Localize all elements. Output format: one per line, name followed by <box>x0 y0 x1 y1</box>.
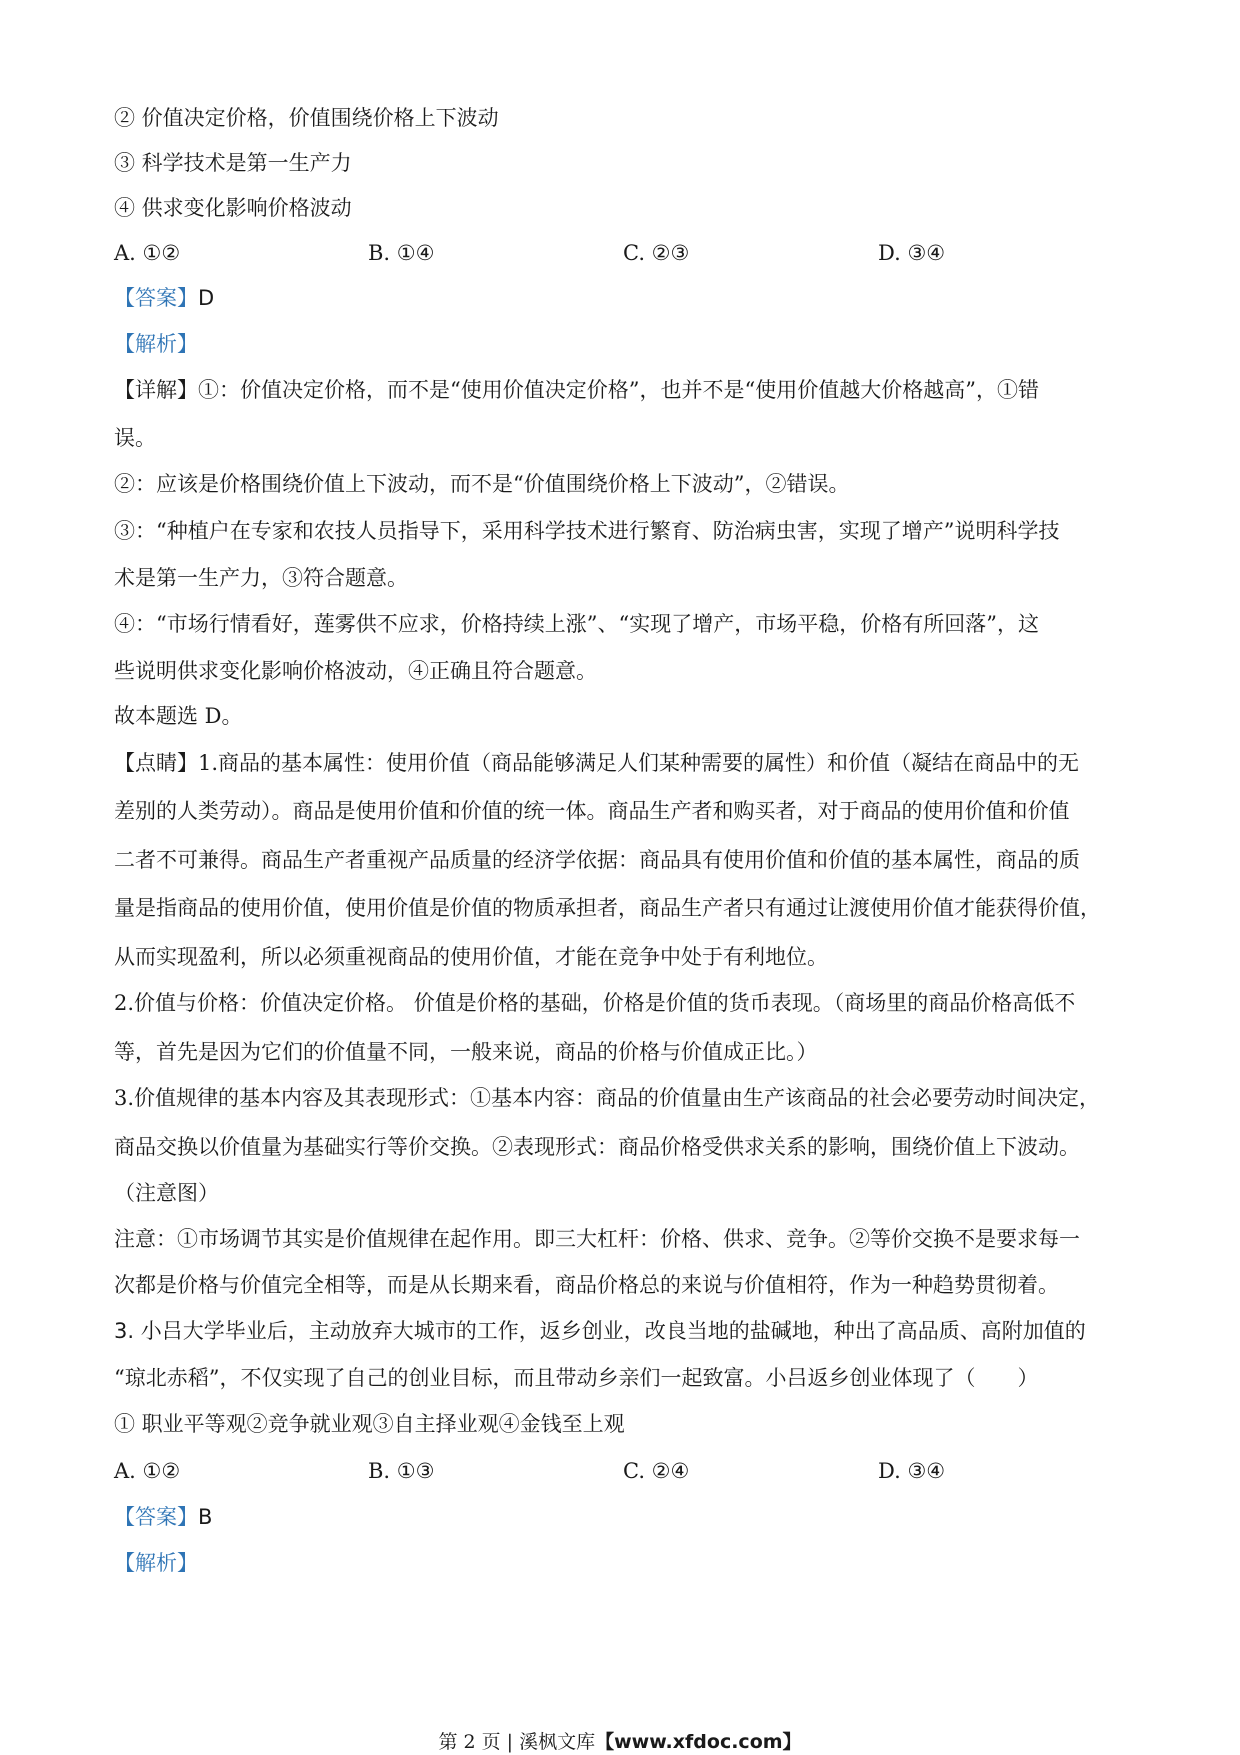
tip-line: 差别的人类劳动）。商品是使用价值和价值的统一体。商品生产者和购买者，对于商品的使用价值和价值 <box>114 799 1070 823</box>
footer-separator: | <box>506 1731 514 1753</box>
detail-line: ②：应该是价格围绕价值上下波动，而不是“价值围绕价格上下波动”，②错误。 <box>114 472 850 496</box>
statement-2: ② 价值决定价格，价值围绕价格上下波动 <box>114 106 499 130</box>
answer-value: D <box>198 286 215 310</box>
site-url: 【www.xfdoc.com】 <box>595 1731 802 1753</box>
detail-line: ④：“市场行情看好，莲雾供不应求，价格持续上涨”、“实现了增产，市场平稳，价格有所回落”，这 <box>114 612 1039 636</box>
detail-line: 【详解】①：价值决定价格，而不是“使用价值决定价格”，也并不是“使用价值越大价格越高”，①错 <box>114 378 1039 402</box>
answer-value: B <box>198 1505 213 1529</box>
q3-statements: ① 职业平等观②竞争就业观③自主择业观④金钱至上观 <box>114 1412 625 1436</box>
tip-line: 注意：①市场调节其实是价值规律在起作用。即三大杠杆：价格、供求、竞争。②等价交换不是要求每一 <box>114 1227 1080 1251</box>
tip-line: 商品交换以价值量为基础实行等价交换。②表现形式：商品价格受供求关系的影响，围绕价值上下波动。 <box>114 1135 1080 1159</box>
answer-label: 【答案】 <box>114 1505 198 1529</box>
statement-4: ④ 供求变化影响价格波动 <box>114 196 352 220</box>
q3-stem-line: “琼北赤稻”，不仅实现了自己的创业目标，而且带动乡亲们一起致富。小吕返乡创业体现了（ ） <box>114 1366 1039 1390</box>
library-name: 溪枫文库 <box>513 1731 596 1753</box>
tip-line: 2.价值与价格：价值决定价格。 价值是价格的基础，价格是价值的货币表现。（商场里的商品价格高低不 <box>114 991 1076 1015</box>
q3-stem-text: 小吕大学毕业后，主动放弃大城市的工作，返乡创业，改良当地的盐碱地，种出了高品质、高附加值的 <box>134 1319 1086 1343</box>
statement-3: ③ 科学技术是第一生产力 <box>114 151 352 175</box>
q3-option-d: D. ③④ <box>878 1459 946 1483</box>
tip-line: 量是指商品的使用价值，使用价值是价值的物质承担者，商品生产者只有通过让渡使用价值才能获得价值， <box>114 896 1101 920</box>
tip-line: 次都是价格与价值完全相等，而是从长期来看，商品价格总的来说与价值相符，作为一种趋势贯彻着。 <box>114 1273 1059 1297</box>
q2-option-b: B. ①④ <box>368 241 435 265</box>
page-number: 第 2 页 <box>438 1731 507 1753</box>
q2-option-a: A. ①② <box>114 241 181 265</box>
detail-line: ③：“种植户在专家和农技人员指导下，采用科学技术进行繁育、防治病虫害，实现了增产”说明科学技 <box>114 519 1060 543</box>
q2-option-d: D. ③④ <box>878 241 946 265</box>
question-number: 3. <box>114 1319 135 1343</box>
q3-option-b: B. ①③ <box>368 1459 435 1483</box>
q2-answer <box>114 283 214 313</box>
tip-line: 二者不可兼得。商品生产者重视产品质量的经济学依据：商品具有使用价值和价值的基本属性，商品的质 <box>114 848 1080 872</box>
tip-line: 【点睛】1.商品的基本属性：使用价值（商品能够满足人们某种需要的属性）和价值（凝结在商品中的无 <box>114 751 1080 775</box>
tip-line: 从而实现盈利，所以必须重视商品的使用价值，才能在竞争中处于有利地位。 <box>114 945 828 969</box>
detail-line: 些说明供求变化影响价格波动，④正确且符合题意。 <box>114 659 597 683</box>
q3-stem-line <box>114 1316 1086 1346</box>
tip-line: （注意图） <box>114 1181 219 1205</box>
detail-line: 故本题选 D。 <box>114 704 243 728</box>
answer-label: 【答案】 <box>114 286 198 310</box>
tip-line: 等，首先是因为它们的价值量不同，一般来说，商品的价格与价值成正比。） <box>114 1040 818 1064</box>
page-footer <box>0 1729 1240 1755</box>
q3-option-c: C. ②④ <box>623 1459 690 1483</box>
detail-line: 误。 <box>114 426 156 450</box>
q3-answer <box>114 1502 212 1532</box>
detail-line: 术是第一生产力，③符合题意。 <box>114 566 408 590</box>
q3-analysis-label: 【解析】 <box>114 1551 198 1575</box>
q3-option-a: A. ①② <box>114 1459 181 1483</box>
q2-option-c: C. ②③ <box>623 241 690 265</box>
tip-line: 3.价值规律的基本内容及其表现形式：①基本内容：商品的价值量由生产该商品的社会必要劳动时间决定， <box>114 1086 1101 1110</box>
q2-analysis-label: 【解析】 <box>114 332 198 356</box>
